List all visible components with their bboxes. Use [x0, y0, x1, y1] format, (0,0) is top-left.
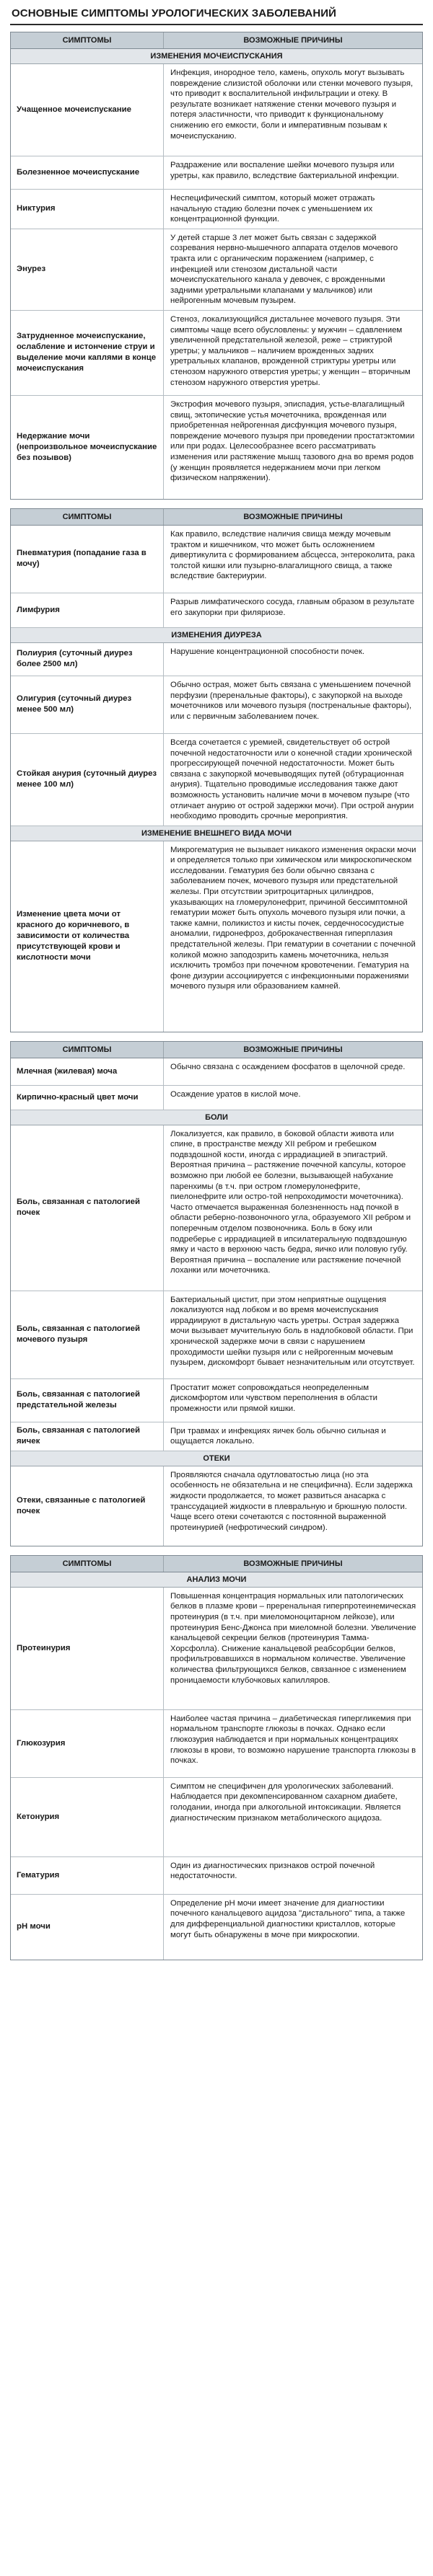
- cause-cell: Обычно острая, может быть связана с уменьшением почечной перфузии (преренальные факторы), с закупоркой на выходе мочеточников или мочевого пузыря (постренальные факторы), или с первичным заболеванием почек.: [170, 680, 412, 721]
- table-row: [11, 526, 422, 593]
- symptom-cell: Боль, связанная с патологией мочевого пузыря: [11, 1291, 164, 1378]
- table-row: [11, 64, 422, 156]
- cause-cell: Бактериальный цистит, при этом неприятные ощущения локализуются над лобком и во время мочеиспускания иррадиируют в дистальную часть уретры. Острая задержка мочи вызывает мучительную боль в надлобковой области. При хронической задержке мочи в связи с нарушением проходимости шейки пузыря или с нейрогенным мочевым пузырем, дискомфорт бывает незначительным или отсутствует.: [170, 1295, 415, 1368]
- symptoms-table: [10, 508, 423, 1032]
- cause-cell: Стеноз, локализующийся дистальнее мочевого пузыря. Эти симптомы чаще всего обусловлены: у мужчин – сдавлением увеличенной предстательной железой, реже – стриктурой уретры; у мальчиков – наличием врожденных задних уретральных клапанов, врожденной стриктуры уретры или стенозом наружного отверстия уретры; у женщин – вторичным стенозом наружного отверстия уретры.: [170, 314, 411, 387]
- section-heading: БОЛИ: [11, 1110, 422, 1125]
- cause-cell: Осаждение уратов в кислой моче.: [170, 1089, 301, 1099]
- page-title: ОСНОВНЫЕ СИМПТОМЫ УРОЛОГИЧЕСКИХ ЗАБОЛЕВАНИЙ: [10, 6, 423, 25]
- cause-cell: Симптом не специфичен для урологических заболеваний. Наблюдается при декомпенсированном сахарном диабете, голодании, иногда при алкогольной интоксикации. Является диагностическим признаком метаболического ацидоза.: [170, 1781, 401, 1823]
- symptom-cell: Боль, связанная с патологией яичек: [11, 1422, 164, 1451]
- table-header: [11, 32, 422, 49]
- symptoms-table: [10, 32, 423, 500]
- table-row: [11, 841, 422, 1032]
- cause-cell: Нарушение концентрационной способности почек.: [170, 647, 365, 656]
- column-header-causes: ВОЗМОЖНЫЕ ПРИЧИНЫ: [243, 512, 343, 521]
- symptom-cell: Протеинурия: [11, 1588, 164, 1709]
- column-header-symptoms: СИМПТОМЫ: [11, 32, 164, 48]
- symptom-cell: Затрудненное мочеиспускание, ослабление и истончение струи и выделение мочи каплями в конце мочеиспускания: [11, 311, 164, 395]
- table-row: [11, 1291, 422, 1379]
- column-header-symptoms: СИМПТОМЫ: [11, 1556, 164, 1572]
- cause-cell: Как правило, вследствие наличия свища между мочевым трактом и кишечником, что может быть осложнением дивертикулита с формированием абсцесса, энтероколита, рака толстой кишки или пузырно-влагалищного свища, а также вследствие бактериурии.: [170, 529, 415, 581]
- table-row: [11, 190, 422, 229]
- symptom-cell: Кетонурия: [11, 1778, 164, 1856]
- table-row: [11, 1895, 422, 1960]
- table-row: [11, 593, 422, 628]
- symptoms-table: [10, 1041, 423, 1546]
- cause-cell: Раздражение или воспаление шейки мочевого пузыря или уретры, как правило, вследствие бактериальной инфекции.: [170, 161, 399, 180]
- symptom-cell: Кирпично-красный цвет мочи: [11, 1086, 164, 1110]
- symptom-cell: Энурез: [11, 229, 164, 310]
- cause-cell: У детей старше 3 лет может быть связан с задержкой созревания нервно-мышечного аппарата отделов мочевого тракта или с органическим поражением (например, с инфекцией или стенозом дистальной части мочеиспускательного канала у девочек, с врожденными задними уретральными клапанами у мальчиков) или нейрогенным мочевым пузырем.: [170, 233, 398, 306]
- symptom-cell: Болезненное мочеиспускание: [11, 156, 164, 189]
- symptom-cell: Боль, связанная с патологией почек: [11, 1125, 164, 1291]
- table-header: [11, 1556, 422, 1572]
- table-row: [11, 1588, 422, 1710]
- column-header-causes: ВОЗМОЖНЫЕ ПРИЧИНЫ: [243, 36, 343, 45]
- cause-cell: Один из диагностических признаков острой почечной недостаточности.: [170, 1861, 375, 1881]
- table-row: [11, 676, 422, 734]
- cause-cell: Экстрофия мочевого пузыря, эписпадия, устье-влагалищный свищ, эктопические устья мочеточника, врожденная или приобретенная нейрогенная дисфункция мочевого пузыря, повреждение мочевого пузыря при проведении простатэктомии или при родах. Целесообразнее всего рассматривать изменения или растяжение мышц тазового дна во время родов (у женщин проявляется недержанием мочи при легком физическом напряжении).: [170, 399, 415, 483]
- table-row: [11, 1778, 422, 1857]
- table-row: [11, 1857, 422, 1895]
- cause-cell: Определение pH мочи имеет значение для диагностики почечного канальцевого ацидоза "дистального" типа, а также для дифференциальной диагностики кристаллов, которые могут быть обнаружены в моче при микроскопии.: [170, 1898, 406, 1939]
- table-row: [11, 734, 422, 826]
- column-header-causes: ВОЗМОЖНЫЕ ПРИЧИНЫ: [243, 1559, 343, 1568]
- section-heading: ИЗМЕНЕНИЯ ДИУРЕЗА: [11, 628, 422, 643]
- cause-cell: Всегда сочетается с уремией, свидетельствует об острой почечной недостаточности или о конечной стадии хронической прогрессирующей почечной недостаточности. Может быть связана с закупоркой мочевыводящих путей (обтурационная анурия). Тщательно проводимые исследования также дают возможность установить наличие мочи в мочевом пузыре (что отличает анурию от острой задержки мочи). При острой анурии необходимо проводить срочные мероприятия.: [170, 738, 414, 821]
- cause-cell: Инфекция, инородное тело, камень, опухоль могут вызывать повреждение слизистой оболочки или стенки мочевого пузыря, что приводит к воспалительной инфильтрации и отеку. В результате возникает натяжение стенки мочевого пузыря и потеря эластичности, что приводит к функциональному снижению его емкости, боли и императивным позывам к мочеиспусканию.: [170, 68, 414, 141]
- table-header: [11, 1042, 422, 1058]
- symptom-cell: Пневматурия (попадание газа в мочу): [11, 526, 164, 593]
- table-row: [11, 643, 422, 676]
- symptom-cell: Отеки, связанные с патологией почек: [11, 1466, 164, 1546]
- cause-cell: Локализуется, как правило, в боковой области живота или спине, в пространстве между XII ребром и гребешком подвздошной кости, иногда с иррадиацией в эпигастрий. Вероятная причина – растяжение почечной капсулы, которое возможно при любой ее болезни, вызывающей набухание паренхимы (в т.ч. при остром гломерулонефрите, пиелонефрите или остро-той непроходимости мочеточника). Часто отмечается выраженная болезненность над почкой в области реберно-позвоночного угла, образуемого XII ребром и поперечным отделом позвоночника. Боль в боку или подреберье с иррадиацией в ипсилатеральную подвздошную ямку и часто в верхнюю часть бедра, яичко или половую губу. Вероятная причина – воспаление или растяжение почечной лоханки или мочеточника.: [170, 1129, 411, 1275]
- table-row: [11, 1379, 422, 1422]
- cause-cell: При травмах и инфекциях яичек боль обычно сильная и ощущается локально.: [170, 1426, 386, 1446]
- table-row: [11, 1422, 422, 1451]
- section-heading: ИЗМЕНЕНИЕ ВНЕШНЕГО ВИДА МОЧИ: [11, 826, 422, 841]
- table-row: [11, 1058, 422, 1086]
- tables-container: [10, 32, 423, 1960]
- cause-cell: Обычно связана с осаждением фосфатов в щелочной среде.: [170, 1062, 406, 1071]
- symptom-cell: Недержание мочи (непроизвольное мочеиспускание без позывов): [11, 396, 164, 499]
- section-heading: АНАЛИЗ МОЧИ: [11, 1572, 422, 1588]
- symptom-cell: pH мочи: [11, 1895, 164, 1960]
- table-row: [11, 1125, 422, 1291]
- symptom-cell: Изменение цвета мочи от красного до коричневого, в зависимости от количества присутствующей крови и кислотности мочи: [11, 841, 164, 1032]
- column-header-symptoms: СИМПТОМЫ: [11, 509, 164, 525]
- cause-cell: Разрыв лимфатического сосуда, главным образом в результате его закупорки при филяриозе.: [170, 597, 415, 617]
- table-row: [11, 1086, 422, 1110]
- column-header-symptoms: СИМПТОМЫ: [11, 1042, 164, 1058]
- symptom-cell: Глюкозурия: [11, 1710, 164, 1777]
- table-row: [11, 229, 422, 311]
- table-row: [11, 156, 422, 190]
- table-row: [11, 1466, 422, 1546]
- table-row: [11, 396, 422, 499]
- cause-cell: Простатит может сопровождаться неопределенным дискомфортом или чувством переполнения в области промежности или прямой кишки.: [170, 1383, 377, 1413]
- symptom-cell: Стойкая анурия (суточный диурез менее 100 мл): [11, 734, 164, 826]
- cause-cell: Неспецифический симптом, который может отражать начальную стадию болезни почек с уменьшением их концентрационной функции.: [170, 194, 375, 224]
- symptom-cell: Олигурия (суточный диурез менее 500 мл): [11, 676, 164, 733]
- symptom-cell: Млечная (жилевая) моча: [11, 1058, 164, 1085]
- section-heading: ИЗМЕНЕНИЯ МОЧЕИСПУСКАНИЯ: [11, 49, 422, 64]
- column-header-causes: ВОЗМОЖНЫЕ ПРИЧИНЫ: [243, 1045, 343, 1054]
- cause-cell: Микрогематурия не вызывает никакого изменения окраски мочи и определяется только при химическом или микроскопическом исследовании. Гематурия без боли обычно связана с заболеванием почек, мочевого пузыря или предстательной железы. При отсутствии эритроцитарных цилиндров, указывающих на гломерулонефрит, причиной бессимптомной гематурии может быть опухоль мочевого пузыря или почки, а также камни, поликистоз и кисты почек, сердечнососудистые аномалии, гидронефроз, доброкачественная гиперплазия предстательной железы. При гематурии в сочетании с почечной коликой можно заподозрить камень мочеточника, нельзя исключить тромбоз при почечном кровотечении. Гематурия на фоне дизурии ассоциируется с инфекционными поражениями мочевого пузыря или образованием камней.: [170, 845, 416, 991]
- symptom-cell: Учащенное мочеиспускание: [11, 64, 164, 156]
- table-row: [11, 1710, 422, 1778]
- symptoms-table: [10, 1555, 423, 1960]
- cause-cell: Наиболее частая причина – диабетическая гипергликемия при нормальном транспорте глюкозы в почках. Однако если глюкозурия наблюдается и при нормальных концентрациях глюкозы в крови, то возможно нарушение транспорта глюкозы в почках.: [170, 1714, 416, 1766]
- cause-cell: Проявляются сначала одутловатостью лица (но эта особенность не обязательна и не специфична). Если задержка жидкости продолжается, то может развиться анасарка с транссудацией жидкости в плевральную и брюшную полости. Чаще всего отеки сочетаются с постоянной выраженной протеинурией (нефротический синдром).: [170, 1470, 413, 1532]
- table-header: [11, 509, 422, 526]
- symptom-cell: Боль, связанная с патологией предстательной железы: [11, 1379, 164, 1422]
- cause-cell: Повышенная концентрация нормальных или патологических белков в плазме крови – преренальная гиперпротеинемическая протеинурия (в т.ч. при миеломоноцитарном лейкозе), или протеинурия Бенс-Джонса при миеломной болезни. Увеличение канальцевой секреции белков (протеинурия Тамма-Хорсфолла). Снижение канальцевой реабсорбции белков, профильтровавшихся в нормальном количестве. Увеличение количества фильтрующихся белков, связанное с изменением проницаемости клубочковых капилляров.: [170, 1591, 416, 1685]
- section-heading: ОТЕКИ: [11, 1451, 422, 1466]
- symptom-cell: Никтурия: [11, 190, 164, 229]
- symptom-cell: Полиурия (суточный диурез более 2500 мл): [11, 643, 164, 676]
- symptom-cell: Гематурия: [11, 1857, 164, 1894]
- symptom-cell: Лимфурия: [11, 593, 164, 627]
- table-row: [11, 311, 422, 396]
